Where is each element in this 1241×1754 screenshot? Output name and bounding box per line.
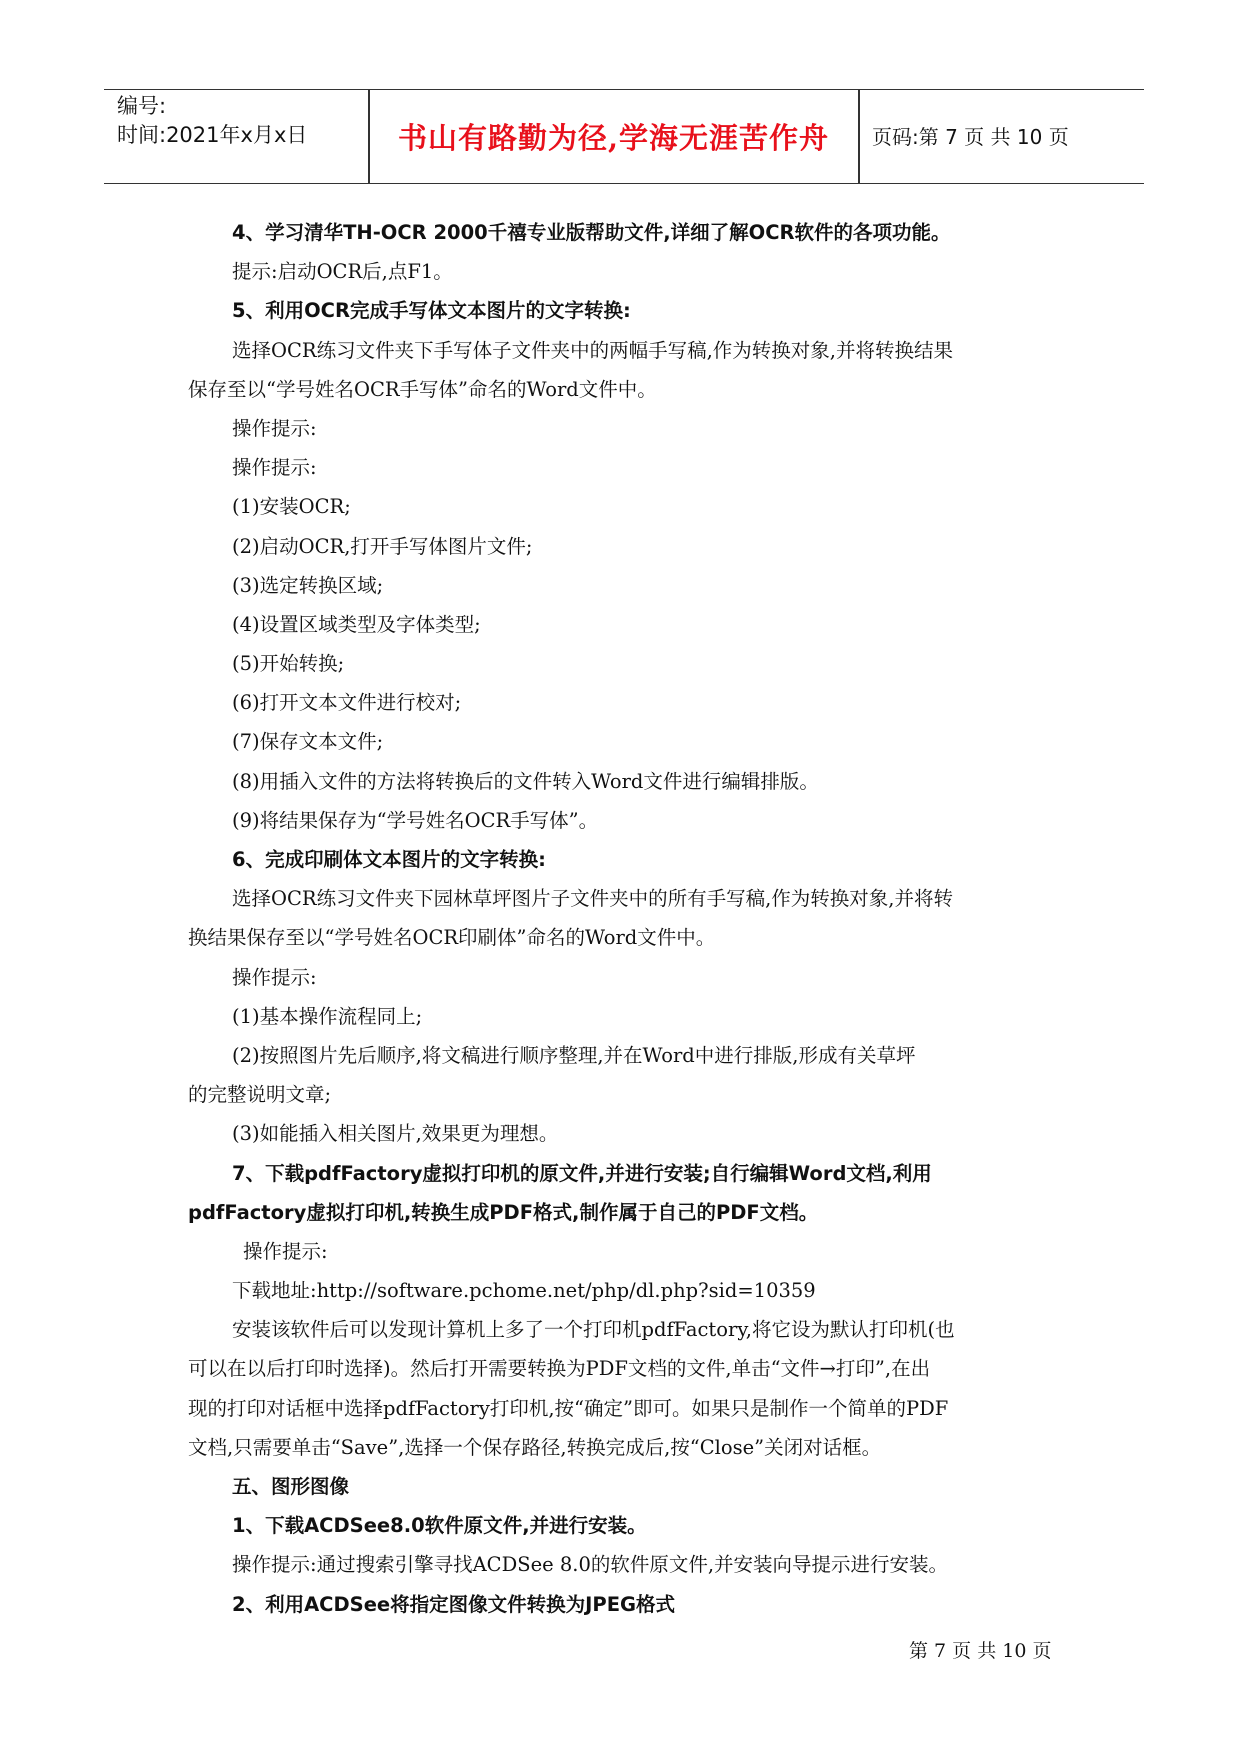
body-line: 安装该软件后可以发现计算机上多了一个打印机pdfFactory,将它设为默认打印机(也	[232, 1318, 955, 1342]
section-heading: 4、学习清华TH-OCR 2000千禧专业版帮助文件,详细了解OCR软件的各项功能。	[232, 221, 951, 244]
header-page-number: 页码:第 7 页 共 10 页	[872, 125, 1069, 149]
time-label: 时间:2021年x月x日	[117, 123, 308, 147]
body-line: 操作提示:	[232, 456, 317, 480]
page-header	[104, 89, 1144, 184]
serial-number-label: 编号:	[117, 94, 167, 118]
section-heading: 5、利用OCR完成手写体文本图片的文字转换:	[232, 299, 631, 323]
body-line: 现的打印对话框中选择pdfFactory打印机,按“确定”即可。如果只是制作一个简单的PDF	[188, 1396, 949, 1420]
section-heading: 五、图形图像	[232, 1475, 350, 1498]
body-line: 保存至以“学号姓名OCR手写体”命名的Word文件中。	[188, 377, 657, 401]
body-line: 选择OCR练习文件夹下园林草坪图片子文件夹中的所有手写稿,作为转换对象,并将转	[232, 887, 953, 911]
section-heading: 7、下载pdfFactory虚拟打印机的原文件,并进行安装;自行编辑Word文档,利用	[232, 1161, 932, 1185]
header-motto: 书山有路勤为径,学海无涯苦作舟	[397, 121, 830, 155]
body-line: (1)基本操作流程同上;	[232, 1004, 423, 1028]
body-line: 换结果保存至以“学号姓名OCR印刷体”命名的Word文件中。	[188, 926, 716, 950]
body-line: (9)将结果保存为“学号姓名OCR手写体”。	[232, 808, 599, 832]
body-line: (5)开始转换;	[232, 652, 345, 676]
body-line: (2)按照图片先后顺序,将文稿进行顺序整理,并在Word中进行排版,形成有关草坪	[232, 1043, 916, 1067]
body-line: 操作提示:	[232, 416, 317, 440]
body-line: (4)设置区域类型及字体类型;	[232, 612, 481, 636]
body-line: (3)如能插入相关图片,效果更为理想。	[232, 1122, 559, 1146]
section-heading: pdfFactory虚拟打印机,转换生成PDF格式,制作属于自己的PDF文档。	[188, 1200, 819, 1224]
body-line: 操作提示:	[243, 1239, 328, 1263]
header-meta	[117, 92, 307, 150]
body-line: 可以在以后打印时选择)。然后打开需要转换为PDF文档的文件,单击“文件→打印”,在出	[188, 1357, 931, 1381]
body-line: 选择OCR练习文件夹下手写体子文件夹中的两幅手写稿,作为转换对象,并将转换结果	[232, 338, 953, 362]
section-heading: 6、完成印刷体文本图片的文字转换:	[232, 848, 546, 871]
body-line: (2)启动OCR,打开手写体图片文件;	[232, 534, 533, 558]
document-body	[188, 213, 1060, 1624]
body-line: (8)用插入文件的方法将转换后的文件转入Word文件进行编辑排版。	[232, 769, 819, 793]
page-footer: 第 7 页 共 10 页	[909, 1640, 1052, 1662]
section-heading: 2、利用ACDSee将指定图像文件转换为JPEG格式	[232, 1592, 676, 1616]
body-line: 操作提示:	[232, 965, 317, 989]
body-line: 操作提示:通过搜索引擎寻找ACDSee 8.0的软件原文件,并安装向导提示进行安装。	[232, 1553, 949, 1577]
body-line: 的完整说明文章;	[188, 1083, 332, 1107]
header-divider-right	[858, 90, 860, 183]
body-line: (1)安装OCR;	[232, 495, 351, 519]
body-line: (6)打开文本文件进行校对;	[232, 691, 462, 715]
section-heading: 1、下载ACDSee8.0软件原文件,并进行安装。	[232, 1514, 647, 1538]
body-line: 提示:启动OCR后,点F1。	[232, 260, 453, 284]
body-line: 下载地址:http://software.pchome.net/php/dl.php?sid=10359	[232, 1279, 816, 1303]
body-line: 文档,只需要单击“Save”,选择一个保存路径,转换完成后,按“Close”关闭对话框。	[188, 1435, 882, 1459]
body-line: (7)保存文本文件;	[232, 730, 384, 754]
body-line: (3)选定转换区域;	[232, 573, 384, 597]
